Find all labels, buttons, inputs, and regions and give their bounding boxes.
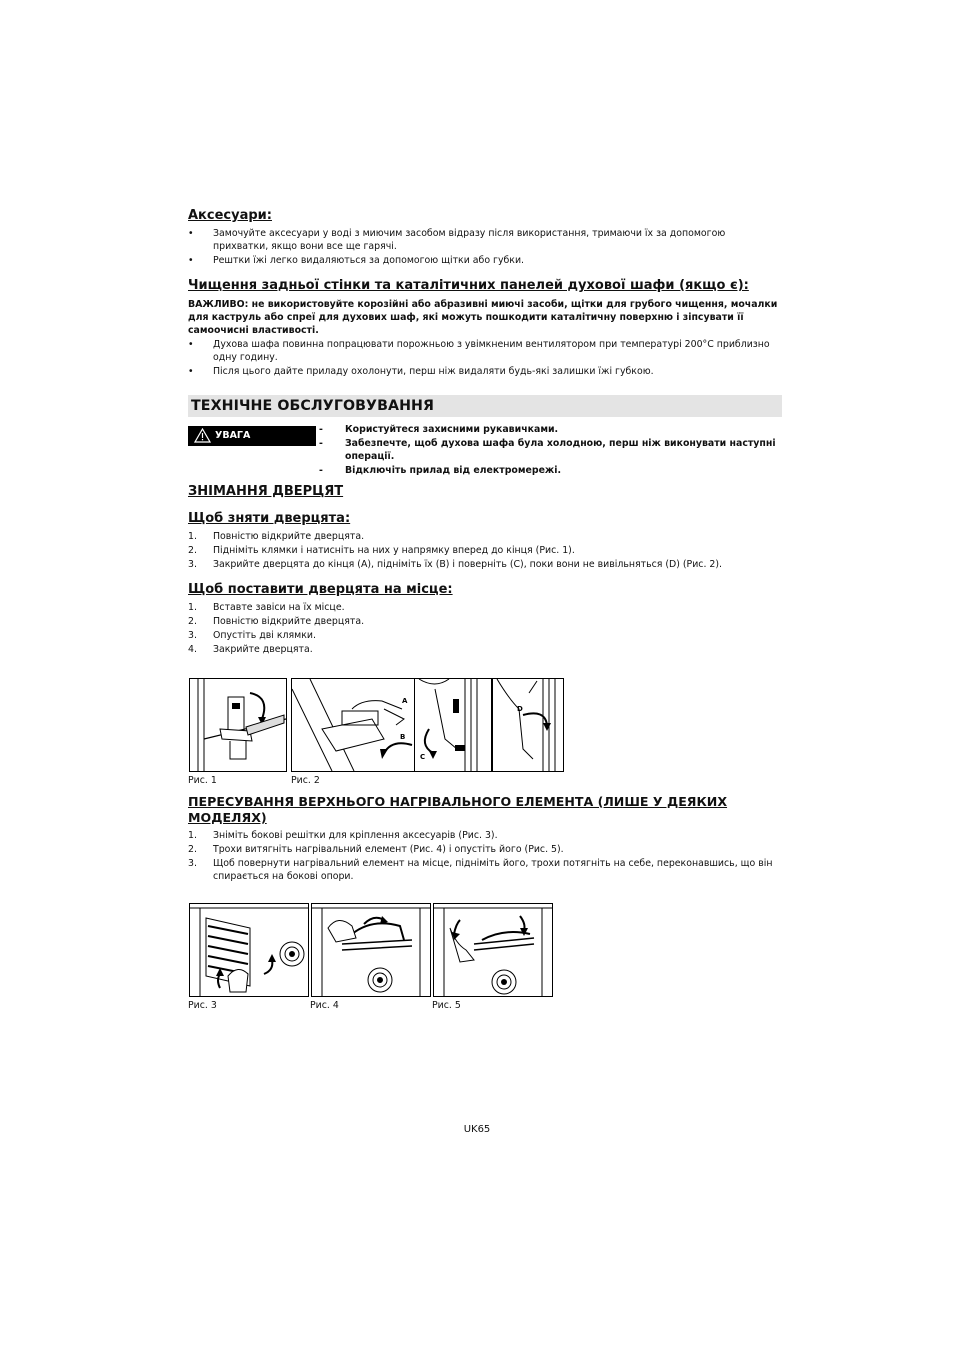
door-figure-captions (188, 774, 782, 788)
list-item: 3. Опустіть дві клямки. (188, 629, 316, 641)
heating-figures (188, 903, 782, 999)
figure-label-b: B (400, 733, 406, 741)
remove-steps-list (188, 531, 782, 572)
list-item: • Після цього дайте приладу охолонути, перш ніж видаляти будь-які залишки їжі губкою. (188, 365, 654, 377)
list-item: 1. Вставте завіси на їх місце. (188, 601, 345, 613)
figure-2b (414, 678, 492, 772)
list-item: • Рештки їжі легко видаляються за допомогою щітки або губки. (188, 254, 525, 266)
door-lift-illustration (292, 679, 414, 771)
lower-heating-element-illustration (434, 904, 552, 996)
door-removal-heading: ЗНІМАННЯ ДВЕРЦЯТ (188, 484, 344, 499)
list-item: - Відключіть прилад від електромережі. (319, 464, 562, 476)
figure-3 (189, 903, 309, 997)
figure-caption: Рис. 3 (188, 1000, 217, 1011)
replace-steps-list (188, 602, 782, 657)
figure-label-a: A (402, 697, 408, 705)
page-content (188, 208, 782, 1013)
back-wall-heading: Чищення задньої стінки та каталітичних панелей духової шафи (якщо є): (188, 278, 749, 293)
accessories-list (188, 228, 782, 267)
warning-triangle-icon (194, 428, 211, 443)
door-release-illustration (493, 679, 563, 771)
figure-label-d: D (517, 705, 523, 713)
list-item: 4. Закрийте дверцята. (188, 643, 313, 655)
page-number: UK65 (463, 1124, 491, 1135)
figure-caption: Рис. 2 (291, 775, 320, 786)
pull-heating-element-illustration (312, 904, 430, 996)
remove-door-heading: Щоб зняти дверцята: (188, 511, 351, 526)
accessories-heading: Аксесуари: (188, 208, 272, 223)
list-item: • Замочуйте аксесуари у воді з миючим засобом відразу після використання, тримаючи їх за допомогою прихватки, якщо вони все ще гарячі. (188, 228, 726, 252)
heating-element-heading: ПЕРЕСУВАННЯ ВЕРХНЬОГО НАГРІВАЛЬНОГО ЕЛЕМЕНТА (ЛИШЕ У ДЕЯКИХ МОДЕЛЯХ) (188, 794, 728, 825)
figure-caption: Рис. 5 (432, 1000, 461, 1011)
side-rack-illustration (190, 904, 308, 996)
list-item: 2. Трохи витягніть нагрівальний елемент (Рис. 4) і опустіть його (Рис. 5). (188, 844, 564, 855)
list-item: - Забезпечте, щоб духова шафа була холодною, перш ніж виконувати наступні операції. (319, 437, 776, 462)
warning-badge (188, 426, 316, 446)
warning-block (188, 423, 782, 476)
figure-2a (291, 678, 415, 772)
figure-caption: Рис. 4 (310, 1000, 339, 1011)
door-hinge-illustration (190, 679, 286, 771)
important-note: ВАЖЛИВО: не використовуйте корозійні або абразивні миючі засоби, щітки для грубого чищення, мочалки для каструль або спреї для духових шаф, які можуть пошкодити каталітичну поверхню і зіпсувати її самоочисні властивості. (188, 299, 778, 336)
list-item: 1. Зніміть бокові решітки для кріплення аксесуарів (Рис. 3). (188, 830, 498, 841)
figure-2c (492, 678, 564, 772)
list-item: 2. Повністю відкрийте дверцята. (188, 615, 365, 627)
list-item: 3. Закрийте дверцята до кінця (A), підніміть їх (B) і поверніть (C), поки вони не вивільняться (D) (Рис. 2). (188, 559, 723, 570)
figure-5 (433, 903, 553, 997)
replace-door-heading: Щоб поставити дверцята на місце: (188, 581, 453, 597)
heating-figure-captions (188, 999, 782, 1013)
figure-caption: Рис. 1 (188, 775, 217, 786)
back-wall-list (188, 339, 782, 378)
figure-4 (311, 903, 431, 997)
figure-1 (189, 678, 287, 772)
list-item: • Духова шафа повинна попрацювати порожньою з увімкненим вентилятором при температурі 200°С приблизно одну годину. (188, 339, 770, 363)
list-item: 1. Повністю відкрийте дверцята. (188, 531, 365, 542)
section-title-bar (188, 395, 782, 417)
door-turn-illustration (415, 679, 491, 771)
heating-steps-list (188, 830, 782, 883)
list-item: - Користуйтеся захисними рукавичками. (319, 424, 559, 435)
figure-label-c: C (420, 753, 426, 761)
section-title: ТЕХНІЧНЕ ОБСЛУГОВУВАННЯ (191, 398, 435, 414)
warning-label: УВАГА (215, 430, 251, 441)
door-figures (188, 678, 782, 774)
warning-list (319, 423, 779, 477)
list-item: 3. Щоб повернути нагрівальний елемент на місце, підніміть його, трохи потягніть на себе, переконавшись, що він спирається на бокові опори. (188, 858, 773, 882)
list-item: 2. Підніміть клямки і натисніть на них у напрямку вперед до кінця (Рис. 1). (188, 545, 575, 556)
